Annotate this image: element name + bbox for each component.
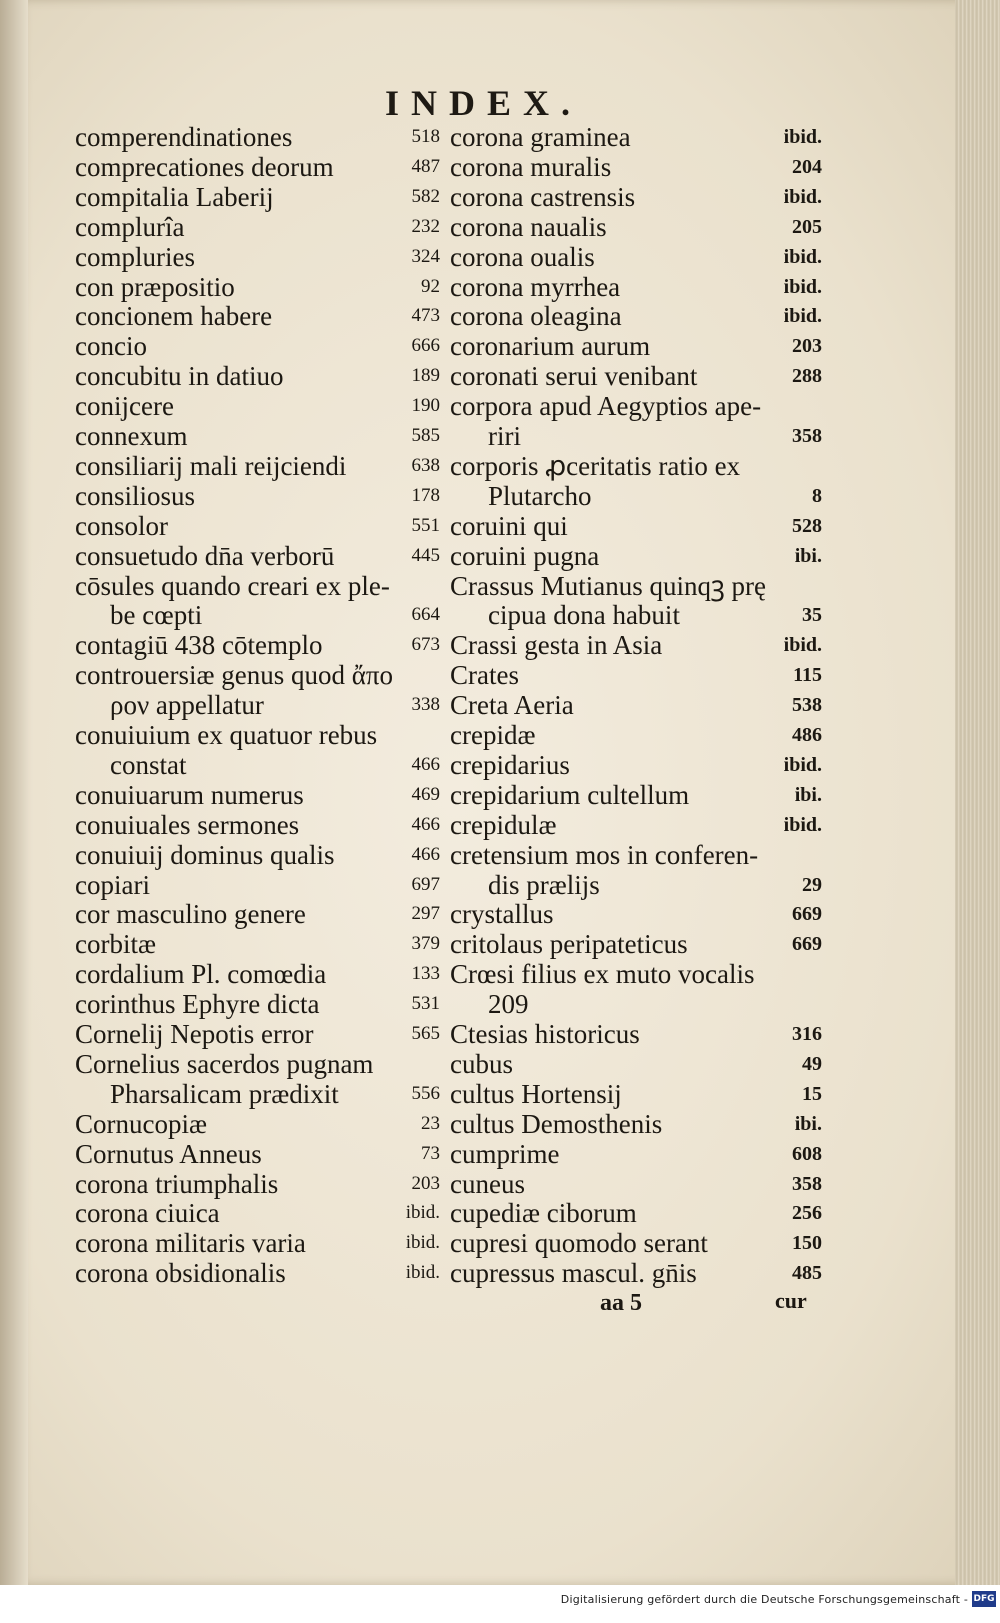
index-row	[0, 1019, 1000, 1049]
left-entry-page: 638	[411, 454, 440, 476]
left-entry-term: consiliosus	[75, 480, 196, 511]
left-entry-term: comperendinationes	[75, 122, 293, 152]
left-entry-term: consolor	[75, 510, 168, 541]
left-entry-page: 297	[411, 903, 440, 925]
right-entry-term: cubus	[450, 1048, 513, 1079]
right-entry-term: crepidulæ	[450, 809, 557, 840]
index-row	[0, 929, 1000, 959]
left-entry-term: Cornutus Anneus	[75, 1138, 262, 1169]
left-entry-page: 445	[411, 544, 440, 566]
right-entry-term: Crassi gesta in Asia	[450, 630, 663, 661]
left-entry-page: 466	[411, 813, 440, 835]
index-row	[0, 690, 1000, 720]
index-row	[0, 361, 1000, 391]
right-entry-term: coronarium aurum	[450, 331, 651, 362]
left-entry-page: 473	[411, 305, 440, 327]
left-entry-page: 379	[411, 933, 440, 955]
right-entry-term: crepidarium cultellum	[450, 779, 690, 810]
index-row	[0, 1258, 1000, 1288]
left-entry-page: 551	[411, 514, 440, 536]
right-entry-page: 29	[802, 873, 822, 896]
right-entry-term: corpora apud Aegyptios ape-	[450, 391, 762, 422]
left-entry-page: 697	[411, 873, 440, 895]
right-entry-term: corona oualis	[450, 241, 595, 272]
right-entry-page: 669	[792, 933, 822, 956]
left-entry-page: 232	[411, 215, 440, 237]
left-entry-term: conuiuij dominus qualis	[75, 839, 335, 870]
right-entry-page: ibid.	[783, 305, 822, 328]
right-entry-term: corona castrensis	[450, 181, 636, 212]
index-row	[0, 660, 1000, 690]
index-row	[0, 451, 1000, 481]
right-entry-term: corona oleagina	[450, 301, 622, 332]
left-entry-page: 92	[421, 275, 440, 297]
right-entry-page: 256	[792, 1202, 822, 1225]
left-entry-page: 469	[411, 783, 440, 805]
right-entry-page: 203	[792, 335, 822, 358]
left-entry-page: 556	[411, 1082, 440, 1104]
right-entry-page: ibi.	[794, 1112, 822, 1135]
right-entry-page: 288	[792, 365, 822, 388]
index-row	[0, 212, 1000, 242]
right-entry-term: cuneus	[450, 1168, 525, 1199]
index-row	[0, 959, 1000, 989]
right-entry-page: 358	[792, 1172, 822, 1195]
left-entry-page: ibid.	[405, 1202, 440, 1224]
right-entry-page: ibid.	[783, 813, 822, 836]
left-entry-term: connexum	[75, 421, 188, 451]
left-entry-term: conijcere	[75, 391, 174, 422]
right-entry-term: cipua dona habuit	[488, 600, 680, 631]
left-entry-term: constat	[110, 749, 187, 780]
right-entry-page: 15	[802, 1082, 822, 1105]
index-row	[0, 1198, 1000, 1228]
index-row	[0, 421, 1000, 451]
right-entry-page: ibid.	[783, 634, 822, 657]
index-row	[0, 720, 1000, 750]
index-row	[0, 810, 1000, 840]
right-entry-page: ibid.	[783, 753, 822, 776]
left-entry-term: cōsules quando creari ex ple-	[75, 570, 390, 601]
right-entry-term: cultus Hortensij	[450, 1078, 622, 1109]
left-entry-term: be cœpti	[110, 600, 203, 631]
left-entry-term: complurîa	[75, 211, 185, 242]
index-row	[0, 899, 1000, 929]
index-row	[0, 301, 1000, 331]
right-entry-term: 209	[488, 989, 529, 1020]
left-entry-term: conuiuales sermones	[75, 809, 300, 840]
right-entry-term: Plutarcho	[488, 480, 592, 511]
left-entry-term: compitalia Laberij	[75, 181, 274, 212]
left-entry-term: Cornelius sacerdos pugnam	[75, 1048, 374, 1079]
left-entry-page: 23	[421, 1112, 440, 1134]
left-entry-term: corinthus Ephyre dicta	[75, 989, 320, 1020]
index-row	[0, 1109, 1000, 1139]
right-entry-term: cumprime	[450, 1138, 560, 1169]
right-entry-page: 316	[792, 1023, 822, 1045]
right-entry-page: 358	[792, 425, 822, 447]
index-row	[0, 1169, 1000, 1199]
index-row	[0, 1228, 1000, 1258]
right-entry-page: ibid.	[783, 185, 822, 208]
left-entry-term: copiari	[75, 869, 150, 900]
index-row	[0, 840, 1000, 870]
index-row	[0, 242, 1000, 272]
right-entry-page: ibid.	[783, 245, 822, 268]
index-row	[0, 481, 1000, 511]
left-entry-page: 466	[411, 843, 440, 865]
left-entry-term: corona obsidionalis	[75, 1258, 286, 1289]
left-entry-term: controuersiæ genus quod ἄπο	[75, 660, 393, 691]
left-entry-term: comprecationes deorum	[75, 151, 334, 182]
right-entry-term: corona muralis	[450, 151, 612, 182]
credit-bar	[0, 1585, 1000, 1623]
index-row	[0, 511, 1000, 541]
left-entry-term: Cornucopiæ	[75, 1108, 207, 1139]
left-entry-term: contagiū 438 cōtemplo	[75, 630, 323, 661]
left-entry-page: 531	[411, 993, 440, 1015]
left-entry-page: 178	[411, 484, 440, 506]
left-entry-term: concio	[75, 331, 147, 362]
index-row	[0, 989, 1000, 1019]
left-entry-term: concubitu in datiuo	[75, 361, 284, 392]
right-entry-page: 528	[792, 514, 822, 537]
left-entry-term: cor masculino genere	[75, 899, 306, 930]
left-entry-page: 133	[411, 963, 440, 985]
index-row	[0, 630, 1000, 660]
left-entry-page: 487	[411, 155, 440, 177]
index-row	[0, 541, 1000, 571]
index-row	[0, 122, 1000, 152]
right-entry-page: 35	[802, 604, 822, 627]
left-entry-term: conuiuium ex quatuor rebus	[75, 720, 378, 750]
left-entry-term: consuetudo dn̄a verborū	[75, 540, 335, 571]
page-title: INDEX.	[385, 83, 583, 123]
left-entry-page: ibid.	[405, 1232, 440, 1254]
right-entry-term: Crœsi filius ex muto vocalis	[450, 959, 755, 990]
index-row	[0, 272, 1000, 302]
right-entry-page: 115	[793, 664, 822, 687]
right-entry-term: coruini qui	[450, 510, 568, 541]
left-entry-term: con præpositio	[75, 271, 235, 302]
left-entry-term: ρον appellatur	[110, 690, 264, 721]
left-entry-term: corona militaris varia	[75, 1228, 306, 1259]
right-entry-term: crepidæ	[450, 720, 536, 750]
right-entry-term: crystallus	[450, 899, 554, 930]
left-entry-term: corona ciuica	[75, 1198, 220, 1229]
right-entry-page: ibid.	[783, 275, 822, 298]
left-entry-term: conuiuarum numerus	[75, 779, 304, 810]
right-entry-term: corporis ꝓceritatis ratio ex	[450, 450, 741, 481]
right-entry-term: coronati serui venibant	[450, 361, 698, 392]
right-entry-term: corona myrrhea	[450, 271, 621, 302]
signature-mark: aa 5	[600, 1290, 642, 1316]
right-entry-page: 486	[792, 724, 822, 746]
left-entry-page: ibid.	[405, 1262, 440, 1284]
index-row	[0, 571, 1000, 601]
left-entry-page: 582	[411, 185, 440, 207]
index-row	[0, 600, 1000, 630]
left-entry-term: Cornelij Nepotis error	[75, 1019, 314, 1049]
left-entry-page: 324	[411, 245, 440, 267]
left-entry-term: corbitæ	[75, 929, 156, 960]
left-entry-page: 664	[411, 604, 440, 626]
right-entry-term: crepidarius	[450, 749, 570, 780]
right-entry-term: cupediæ ciborum	[450, 1198, 637, 1229]
right-entry-term: cupresi quomodo serant	[450, 1228, 708, 1259]
right-entry-term: Ctesias historicus	[450, 1019, 640, 1049]
left-entry-term: compluries	[75, 241, 195, 272]
right-entry-page: 204	[792, 155, 822, 178]
right-entry-page: 205	[792, 215, 822, 238]
right-entry-page: 49	[802, 1052, 822, 1075]
left-entry-page: 565	[411, 1023, 440, 1044]
right-entry-term: cretensium mos in conferen-	[450, 839, 759, 870]
right-entry-page: 485	[792, 1262, 822, 1285]
right-entry-term: dis prælijs	[488, 869, 600, 900]
right-entry-page: 150	[792, 1232, 822, 1255]
index-row	[0, 1139, 1000, 1169]
right-entry-term: coruini pugna	[450, 540, 600, 571]
index-row	[0, 152, 1000, 182]
catchword: cur	[775, 1288, 807, 1313]
right-entry-term: corona naualis	[450, 211, 607, 242]
index-row	[0, 331, 1000, 361]
left-entry-page: 73	[421, 1142, 440, 1164]
left-entry-page: 466	[411, 753, 440, 775]
right-entry-term: Crassus Mutianus quinqꝫ prę	[450, 570, 767, 601]
right-entry-page: ibid.	[783, 126, 822, 148]
right-entry-term: riri	[488, 421, 521, 451]
right-entry-term: cupressus mascul. gn̄is	[450, 1258, 697, 1289]
index-row	[0, 1049, 1000, 1079]
left-entry-page: 666	[411, 335, 440, 357]
left-entry-term: cordalium Pl. comœdia	[75, 959, 327, 990]
index-row	[0, 182, 1000, 212]
right-entry-term: Creta Aeria	[450, 690, 574, 721]
index-row	[0, 750, 1000, 780]
left-entry-page: 189	[411, 365, 440, 387]
right-entry-term: Crates	[450, 660, 519, 691]
left-entry-term: consiliarij mali reijciendi	[75, 450, 347, 481]
funding-credit: Digitalisierung gefördert durch die Deutsche Forschungsgemeinschaft -	[560, 1593, 968, 1606]
right-entry-page: 8	[812, 484, 822, 507]
index-row	[0, 870, 1000, 900]
left-entry-term: corona triumphalis	[75, 1168, 279, 1199]
right-entry-page: 669	[792, 903, 822, 926]
right-entry-page: ibi.	[794, 544, 822, 567]
index-row	[0, 780, 1000, 810]
dfg-logo-icon: DFG	[972, 1591, 996, 1607]
index-row	[0, 1079, 1000, 1109]
right-entry-term: critolaus peripateticus	[450, 929, 688, 960]
left-entry-page: 585	[411, 425, 440, 446]
right-entry-page: 608	[792, 1142, 822, 1165]
left-entry-term: concionem habere	[75, 301, 273, 332]
index-row	[0, 391, 1000, 421]
left-entry-page: 518	[411, 126, 440, 147]
left-entry-page: 673	[411, 634, 440, 656]
right-entry-page: ibi.	[794, 783, 822, 806]
left-entry-page: 203	[411, 1172, 440, 1194]
right-entry-term: cultus Demosthenis	[450, 1108, 663, 1139]
left-entry-term: Pharsalicam prædixit	[110, 1078, 339, 1109]
left-entry-page: 338	[411, 694, 440, 716]
right-entry-page: 538	[792, 694, 822, 717]
left-entry-page: 190	[411, 395, 440, 417]
right-entry-term: corona graminea	[450, 122, 631, 152]
